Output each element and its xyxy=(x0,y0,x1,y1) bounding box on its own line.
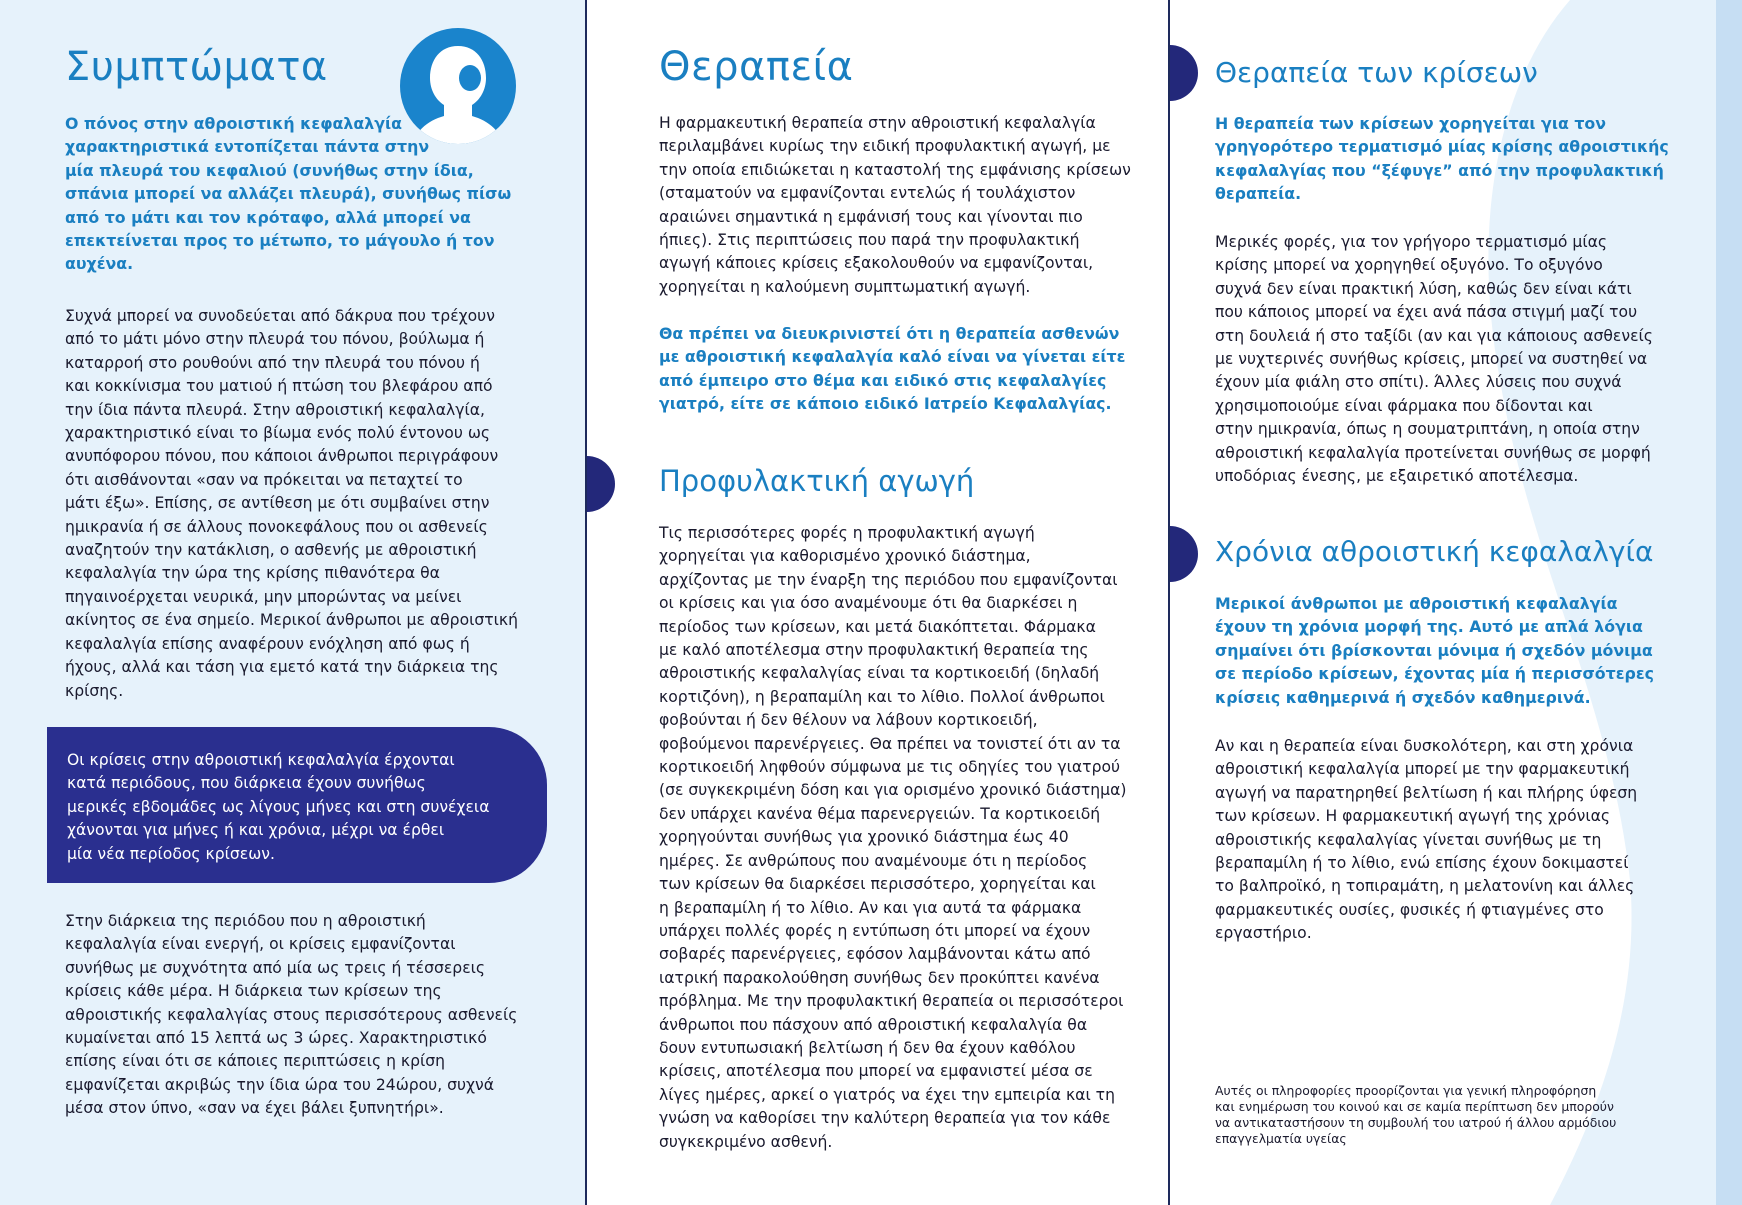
left-panel xyxy=(0,0,585,1205)
body-line: οι κρίσεις και για όσο αναμένουμε ότι θα διαρκέσει η xyxy=(659,594,1078,613)
lead-line: γρηγορότερο τερματισμό μίας κρίσης αθροιστικής xyxy=(1215,137,1669,157)
body-line: κεφαλαλγία την ώρα της κρίσης πιθανότερα θα xyxy=(65,564,440,583)
body-line: στην ημικρανία, όπως η σουματριπτάνη, η οποία στην xyxy=(1215,420,1640,439)
body-line: την οποία επιδιώκεται η καταστολή της εμφάνισης κρίσεων xyxy=(659,160,1131,179)
callout-text xyxy=(67,749,489,866)
body-line: υπάρχει πολλές φορές η εντύπωση ότι μπορεί να έχουν xyxy=(659,921,1091,940)
body-line: αγωγή κάποιες κρίσεις εξακολουθούν να εμφανίζονται, xyxy=(659,254,1094,273)
therapy-body xyxy=(659,112,1131,299)
body-line: ημέρες. Σε ανθρώπους που αναμένουμε ότι η περίοδος xyxy=(659,851,1088,870)
body-line: ιατρική παρακολούθηση συνήθως δεν προκύπτει κανένα xyxy=(659,968,1100,987)
lead-line: χαρακτηριστικά εντοπίζεται πάντα στην xyxy=(65,137,430,157)
body-line: περιλαμβάνει κυρίως την ειδική προφυλακτική αγωγή, με xyxy=(659,137,1111,156)
body-line: ότι αισθάνονται «σαν να πρόκειται να πεταχτεί το xyxy=(65,470,463,489)
body-line: ήπιες). Στις περιπτώσεις που παρά την προφυλακτική xyxy=(659,231,1080,250)
body-line: έχουν μία φιάλη στο σπίτι). Άλλες λύσεις που συχνά xyxy=(1215,373,1622,392)
body-line: χορηγείται η καλούμενη συμπτωματική αγωγή. xyxy=(659,277,1031,296)
body-line: περίοδος των κρίσεων, και μετά διακόπτεται. Φάρμακα xyxy=(659,617,1096,636)
body-line: αθροιστικής κεφαλαλγίας είναι τα κορτικοειδή (δηλαδή xyxy=(659,664,1100,683)
therapy-title: Θεραπεία xyxy=(659,44,854,90)
chronic-body xyxy=(1215,735,1637,946)
disclaimer-line: να αντικαταστήσουν τη συμβουλή του ιατρού ή άλλου αρμόδιου xyxy=(1215,1115,1617,1130)
body-line: μέσα στον ύπνο, «σαν να έχει βάλει ξυπνητήρι». xyxy=(65,1099,444,1118)
therapy-lead xyxy=(659,322,1125,416)
body-line: με καλό αποτέλεσμα στην προφυλακτική θεραπεία της xyxy=(659,641,1089,660)
body-line: πρόβλημα. Με την προφυλακτική θεραπεία οι περισσότεροι xyxy=(659,992,1124,1011)
body-line: λίγες ημέρες, αρκεί ο γιατρός να έχει την εμπειρία και τη xyxy=(659,1085,1115,1104)
body-line: αρχίζοντας με την έναρξη της περιόδου που εμφανίζονται xyxy=(659,570,1118,589)
body-line: κεφαλαλγία επίσης αναφέρουν ενόχληση από φως ή xyxy=(65,634,470,653)
body-line: αγωγή να παρατηρηθεί βελτίωση ή και πλήρης ύφεση xyxy=(1215,783,1638,802)
body-line: φοβούμενοι παρενέργειες. Θα πρέπει να τονιστεί ότι αν τα xyxy=(659,734,1121,753)
body-line: αθροιστική κεφαλαλγία μπορεί με την φαρμακευτική xyxy=(1215,760,1630,779)
body-line: κρίσεις κάθε μέρα. Η διάρκεια των κρίσεων της xyxy=(65,982,442,1001)
lead-line: Μερικοί άνθρωποι με αθροιστική κεφαλαλγία xyxy=(1215,594,1618,613)
symptoms-body xyxy=(65,305,518,703)
chronic-title: Χρόνια αθροιστική κεφαλαλγία xyxy=(1215,535,1654,568)
body-line: χρησιμοποιούμε είναι φάρμακα που δίδονται και xyxy=(1215,396,1593,415)
lead-line: κεφαλαλγίας που “ξέφυγε” από την προφυλακτική xyxy=(1215,160,1664,180)
lead-line: από το μάτι και τον κρόταφο, αλλά μπορεί να xyxy=(65,207,471,227)
lead-line: σε περίοδο κρίσεων, έχοντας μία ή περισσότερες xyxy=(1215,664,1654,684)
body-line: (σταματούν να εμφανίζονται εντελώς ή τουλάχιστον xyxy=(659,184,1076,203)
body-line: φοβούνται ή δεν θέλουν να λάβουν κορτικοειδή, xyxy=(659,711,1038,730)
body-line: χορηγούνται συνήθως για χρονικό διάστημα έως 40 xyxy=(659,828,1069,847)
lead-line: από έμπειρο στο θέμα και ειδικό στις κεφαλαλγίες xyxy=(659,370,1107,390)
lead-line: έχουν τη χρόνια μορφή της. Αυτό με απλά λόγια xyxy=(1215,617,1643,637)
body-line: μάτι έξω». Επίσης, σε αντίθεση με ότι συμβαίνει στην xyxy=(65,494,490,513)
body-line: ανυπόφορου πόνου, που κάποιοι άνθρωποι περιγράφουν xyxy=(65,447,499,466)
callout-line: κατά περιόδους, που διάρκεια έχουν συνήθως xyxy=(67,774,426,793)
lead-line: επεκτείνεται προς το μέτωπο, το μάγουλο ή τον xyxy=(65,231,495,251)
section-bullet-icon xyxy=(587,456,615,512)
body-line: κορτιζόνη), η βεραπαμίλη και το λίθιο. Πολλοί άνθρωποι xyxy=(659,687,1105,706)
body-line: (σε συγκεκριμένη δόση και για ορισμένο χρονικό διάστημα) xyxy=(659,781,1127,800)
body-line: αραιώνει σημαντικά η εμφάνισή τους και γίνονται πιο xyxy=(659,207,1083,226)
lead-line: με αθροιστική κεφαλαλγία καλό είναι να γίνεται είτε xyxy=(659,347,1126,367)
body-line: αναζητούν την κατάκλιση, ο ασθενής με αθροιστική xyxy=(65,541,477,560)
attack-therapy-body xyxy=(1215,231,1653,488)
body-line: αθροιστικής κεφαλαλγίας γίνεται συνήθως με τη xyxy=(1215,830,1602,849)
body-line: και κοκκίνισμα του ματιού ή πτώση του βλεφάρου από xyxy=(65,377,493,396)
disclaimer-line: επαγγελματία υγείας xyxy=(1215,1131,1347,1146)
lead-line: μία πλευρά του κεφαλιού (συνήθως στην ίδια, xyxy=(65,160,474,180)
symptoms-lead xyxy=(65,112,511,276)
chronic-lead xyxy=(1215,592,1654,709)
body-line: Στην διάρκεια της περιόδου που η αθροιστική xyxy=(65,912,426,930)
body-line: αθροιστική κεφαλαλγία προτείνεται συνήθως σε μορφή xyxy=(1215,443,1651,462)
edge-strip xyxy=(1716,0,1742,1205)
body-line: πηγαινοέρχεται νευρικά, μην μπορώντας να μείνει xyxy=(65,587,462,606)
body-line: κυμαίνεται από 15 λεπτά ως 3 ώρες. Χαρακτηριστικό xyxy=(65,1029,487,1048)
lead-line: Θα πρέπει να διευκρινιστεί ότι η θεραπεία ασθενών xyxy=(659,324,1120,343)
middle-panel xyxy=(587,0,1168,1205)
body-line: καταρροή στο ρουθούνι από την πλευρά του πόνου ή xyxy=(65,353,480,372)
body-line: φαρμακευτικές ουσίες, φυσικές ή φτιαγμένες στο xyxy=(1215,900,1604,919)
body-line: αθροιστικής κεφαλαλγίας στους περισσότερους ασθενείς xyxy=(65,1005,518,1024)
body-line: κρίσεις, αποτέλεσμα που μπορεί να εμφανιστεί μέσα σε xyxy=(659,1062,1093,1081)
body-line: κρίσης μπορεί να χορηγηθεί οξυγόνο. Το οξυγόνο xyxy=(1215,256,1603,275)
body-line: στη δουλειά ή στο ταξίδι (αν και για κάποιους ασθενείς xyxy=(1215,326,1653,345)
body-line: βεραπαμίλη ή το λίθιο, ενώ επίσης έχουν δοκιμαστεί xyxy=(1215,854,1629,873)
lead-line: θεραπεία. xyxy=(1215,184,1302,204)
body-line: εμφανίζεται ακριβώς την ίδια ώρα του 24ώρου, συχνά xyxy=(65,1075,495,1094)
episodes-callout xyxy=(47,727,547,883)
disclaimer xyxy=(1215,1083,1616,1147)
attack-therapy-title: Θεραπεία των κρίσεων xyxy=(1215,56,1538,89)
body-line: ήχους, αλλά και τάση για εμετό κατά την διάρκεια της xyxy=(65,658,499,677)
body-line: των κρίσεων. Η φαρμακευτική αγωγή της χρόνιας xyxy=(1215,807,1611,826)
attack-therapy-lead xyxy=(1215,112,1669,206)
lead-line: σπάνια μπορεί να αλλάζει πλευρά), συνήθως πίσω xyxy=(65,184,512,204)
body-line: που κάποιος μπορεί να έχει ανά πάσα στιγμή μαζί του xyxy=(1215,303,1638,322)
body-line: ακίνητος σε ένα σημείο. Μερικοί άνθρωποι με αθροιστική xyxy=(65,611,519,630)
body-line: Αν και η θεραπεία είναι δυσκολότερη, και στη χρόνια xyxy=(1215,737,1634,755)
body-line: η βεραπαμίλη ή το λίθιο. Αν και για αυτά τα φάρμακα xyxy=(659,898,1082,917)
column-divider xyxy=(1168,0,1170,1205)
body-line: άνθρωποι που πάσχουν από αθροιστική κεφαλαλγία θα xyxy=(659,1015,1088,1034)
body-line: χαρακτηριστικό είναι το βίωμα ενός πολύ έντονου ως xyxy=(65,424,491,443)
prophylaxis-title: Προφυλακτική αγωγή xyxy=(659,464,975,498)
body-line: κρίσης. xyxy=(65,681,124,700)
body-line: χορηγείται για καθορισμένο χρονικό διάστημα, xyxy=(659,547,1031,566)
symptoms-title: Συμπτώματα xyxy=(65,44,328,90)
body-line: των κρίσεων θα διαρκέσει περισσότερο, χορηγείται και xyxy=(659,875,1096,894)
lead-line: Ο πόνος στην αθροιστική κεφαλαλγία xyxy=(65,114,403,133)
callout-line: μία νέα περίοδος κρίσεων. xyxy=(67,844,275,863)
lead-line: Η θεραπεία των κρίσεων χορηγείται για τον xyxy=(1215,114,1607,133)
callout-line: μερικές εβδομάδες ως λίγους μήνες και στη συνέχεια xyxy=(67,797,490,816)
body-line: επίσης είναι ότι σε κάποιες περιπτώσεις η κρίση xyxy=(65,1052,446,1071)
body-line: την ίδια πάντα πλευρά. Στην αθροιστική κεφαλαλγία, xyxy=(65,400,485,419)
body-line: το βαλπροϊκό, η τοπιραμάτη, η μελατονίνη και άλλες xyxy=(1215,877,1635,896)
disclaimer-line: και ενημέρωση του κοινού και σε καμία περίπτωση δεν μπορούν xyxy=(1215,1099,1614,1114)
body-line: συχνά δεν είναι πρακτική λύση, καθώς δεν είναι κάτι xyxy=(1215,279,1632,298)
callout-line: Οι κρίσεις στην αθροιστική κεφαλαλγία έρχονται xyxy=(67,751,455,769)
column-divider xyxy=(585,0,587,1205)
right-panel xyxy=(1170,0,1742,1205)
prophylaxis-body xyxy=(659,522,1126,1154)
body-line: με νυχτερινές συνήθως κρίσεις, μπορεί να συστηθεί να xyxy=(1215,350,1648,369)
symptoms-body-2 xyxy=(65,910,517,1121)
lead-line: κρίσεις καθημερινά ή σχεδόν καθημερινά. xyxy=(1215,687,1591,707)
body-line: κεφαλαλγία είναι ενεργή, οι κρίσεις εμφανίζονται xyxy=(65,935,456,954)
body-line: υποδόριας ένεσης, με εξαιρετικό αποτέλεσμα. xyxy=(1215,467,1579,486)
body-line: εργαστήριο. xyxy=(1215,924,1312,943)
body-line: κορτικοειδή ληφθούν σύμφωνα με τις οδηγίες του γιατρού xyxy=(659,758,1121,777)
body-line: γνώση να καθορίσει την καλύτερη θεραπεία για τον κάθε xyxy=(659,1109,1111,1128)
lead-line: γιατρό, είτε σε κάποιο ειδικό Ιατρείο Κεφαλαλγίας. xyxy=(659,394,1112,414)
disclaimer-line: Αυτές οι πληροφορίες προορίζονται για γενική πληροφόρηση xyxy=(1215,1083,1597,1098)
lead-line: αυχένα. xyxy=(65,254,134,274)
body-line: Η φαρμακευτική θεραπεία στην αθροιστική κεφαλαλγία xyxy=(659,114,1096,132)
body-line: Μερικές φορές, για τον γρήγορο τερματισμό μίας xyxy=(1215,233,1608,251)
body-line: δουν εντυπωσιακή βελτίωση ή δεν θα έχουν καθόλου xyxy=(659,1038,1076,1057)
body-line: δεν υπάρχει κανένα θέμα παρενεργειών. Τα κορτικοειδή xyxy=(659,804,1101,823)
callout-line: χάνονται για μήνες ή και χρόνια, μέχρι να έρθει xyxy=(67,821,445,840)
body-line: συγκεκριμένο ασθενή. xyxy=(659,1132,833,1151)
lead-line: σημαίνει ότι βρίσκονται μόνιμα ή σχεδόν μόνιμα xyxy=(1215,640,1653,660)
body-line: σοβαρές παρενέργειες, εφόσον λαμβάνονται κάτω από xyxy=(659,945,1091,964)
body-line: ημικρανία ή σε άλλους πονοκεφάλους που οι ασθενείς xyxy=(65,517,488,536)
body-line: Συχνά μπορεί να συνοδεύεται από δάκρυα που τρέχουν xyxy=(65,307,495,325)
body-line: συνήθως με συχνότητα από μία ως τρεις ή τέσσερεις xyxy=(65,958,486,977)
body-line: Τις περισσότερες φορές η προφυλακτική αγωγή xyxy=(659,524,1035,542)
body-line: από το μάτι μόνο στην πλευρά του πόνου, βούλωμα ή xyxy=(65,330,485,349)
